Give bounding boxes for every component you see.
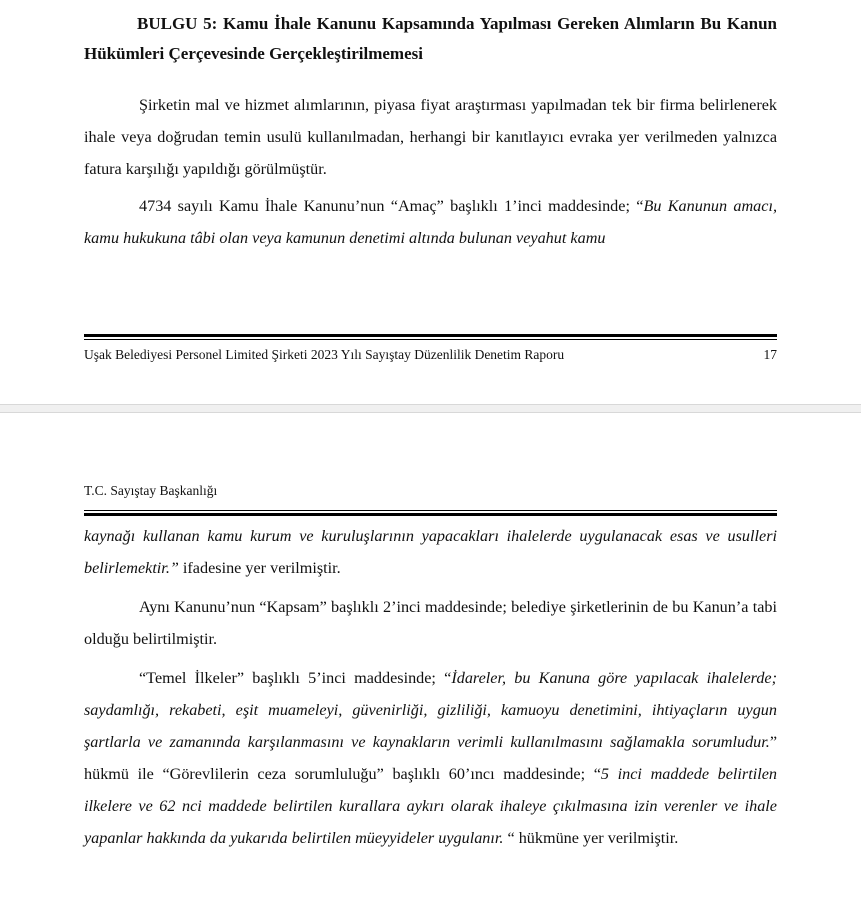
report-page-18 (0, 413, 861, 901)
footer-rule-thick (84, 334, 777, 337)
temel-ilkeler-quote: İdareler, bu Kanuna göre yapılacak ihalelerde; saydamlığı, rekabeti, eşit muameleyi, güvenirliği, gizliliği, kamuoyu denetimini, ihtiyaçların uygun şartlarla ve zamanında karşılanmasını ve kaynakların verimli kullanılmasını sağlamakla sorumludur. (84, 669, 777, 751)
report-page-17 (0, 0, 861, 404)
paragraph-temel-ilkeler (84, 662, 777, 854)
ceza-sorumlulugu-quote: 5 inci maddede belirtilen ilkelere ve 62 nci maddede belirtilen kurallara aykırı olarak ihaleye çıkılmasına izin verenler ve ihale yapanlar hakkında da yukarıda belirtilen müeyyideler uygulanır. (84, 765, 777, 847)
finding-heading: BULGU 5: Kamu İhale Kanunu Kapsamında Yapılması Gereken Alımların Bu Kanun Hükümleri Çerçevesinde Gerçekleştirilmemesi (84, 14, 777, 63)
paragraph-amac-continued (84, 520, 777, 584)
amac-quote-text: Bu Kanunun amacı, kamu hukukuna tâbi olan veya kamunun denetimi altında bulunan veyahut kamu (84, 197, 778, 247)
paragraph-amac-article (84, 190, 777, 254)
page-separator (0, 404, 861, 413)
finding-heading-block (84, 9, 777, 69)
temel-ilkeler-closing: “ hükmüne yer verilmiştir. (503, 829, 679, 847)
page-number: 17 (763, 347, 777, 362)
footer-rule-thin (84, 339, 777, 340)
amac-intro-text: 4734 sayılı Kamu İhale Kanunu’nun “Amaç” başlıklı 1’inci maddesinde; “ (139, 197, 644, 215)
page-header-title: T.C. Sayıştay Başkanlığı (84, 483, 218, 498)
body-text-page1 (84, 89, 777, 254)
page-footer (84, 346, 777, 364)
paragraph-kapsam-article: Aynı Kanunu’nun “Kapsam” başlıklı 2’inci maddesinde; belediye şirketlerinin de bu Kanun’a tabi olduğu belirtilmiştir. (84, 598, 777, 648)
body-text-page2 (84, 520, 777, 854)
temel-ilkeler-intro: “Temel İlkeler” başlıklı 5’inci maddesinde; “ (139, 669, 452, 687)
paragraph-finding-summary: Şirketin mal ve hizmet alımlarının, piyasa fiyat araştırması yapılmadan tek bir firma belirlenerek ihale veya doğrudan temin usulü kullanılmadan, herhangi bir kanıtlayıcı evraka yer verilmeden yalnızca fatura karşılığı yapıldığı görülmüştür. (84, 96, 777, 178)
ceza-sorumlulugu-intro: ” hükmü ile “Görevlilerin ceza sorumluluğu” başlıklı 60’ıncı maddesinde; “ (84, 733, 777, 783)
header-rule-thick (84, 513, 777, 516)
header-rule-thin (84, 510, 777, 511)
amac-quote-continued: kaynağı kullanan kamu kurum ve kuruluşlarının yapacakları ihalelerde uygulanacak esas ve usulleri belirlemektir.” (84, 527, 777, 577)
footer-report-title: Uşak Belediyesi Personel Limited Şirketi 2023 Yılı Sayıştay Düzenlilik Denetim Raporu (84, 347, 565, 362)
amac-closing-text: ifadesine yer verilmiştir. (178, 559, 341, 577)
